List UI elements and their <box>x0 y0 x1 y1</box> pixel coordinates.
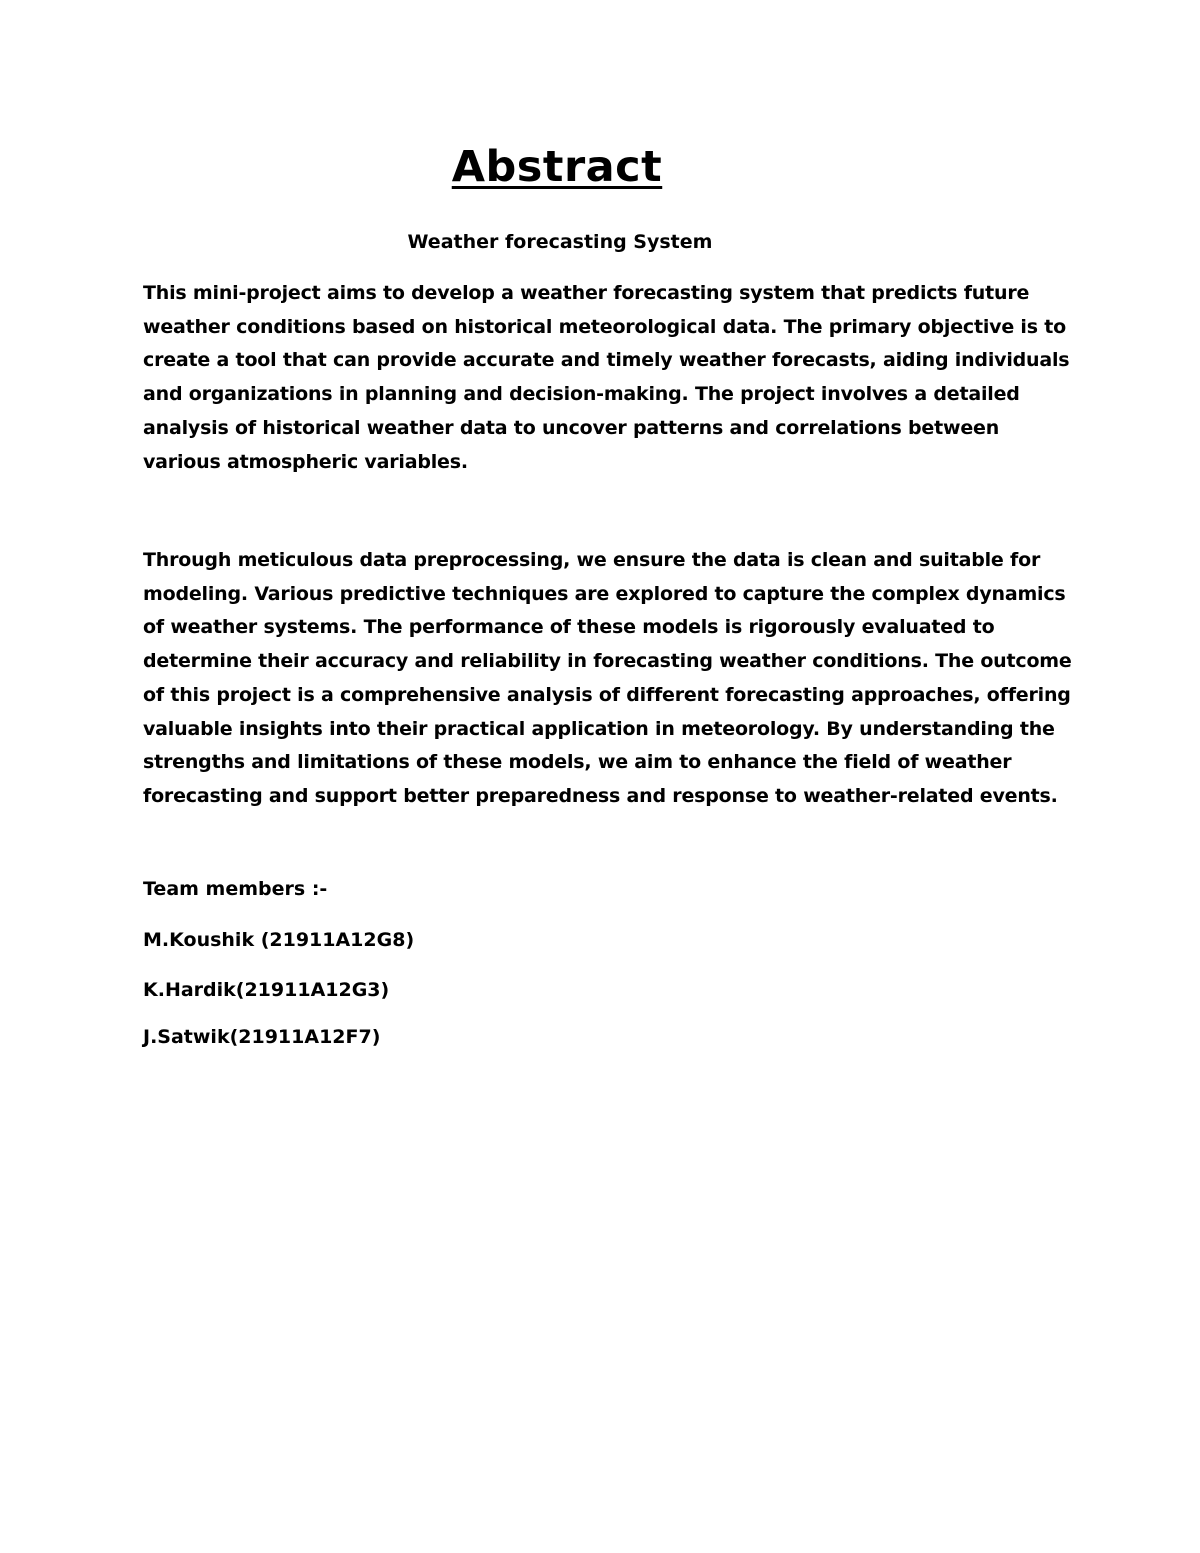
abstract-paragraph: This mini-project aims to develop a weather forecasting system that predicts future weather conditions based on historical meteorological data. The primary objective is to create a tool that can provide accurate and timely weather forecasts, aiding individuals and organizations in planning and decision-making. The project involves a detailed analysis of historical weather data to uncover patterns and correlations between various atmospheric variables. <box>143 282 1070 473</box>
team-member: M.Koushik (21911A12G8) <box>143 929 415 951</box>
abstract-paragraph: Through meticulous data preprocessing, we ensure the data is clean and suitable for modeling. Various predictive techniques are explored to capture the complex dynamics of weather systems. The performance of these models is rigorously evaluated to determine their accuracy and reliability in forecasting weather conditions. The outcome of this project is a comprehensive analysis of different forecasting approaches, offering valuable insights into their practical application in meteorology. By understanding the strengths and limitations of these models, we aim to enhance the field of weather forecasting and support better preparedness and response to weather-related events. <box>143 549 1072 807</box>
team-member: K.Hardik(21911A12G3) <box>143 979 390 1001</box>
project-subtitle: Weather forecasting System <box>407 231 713 253</box>
team-member: J.Satwik(21911A12F7) <box>143 1026 381 1048</box>
page-title: Abstract <box>451 142 663 192</box>
team-heading: Team members :- <box>143 878 328 900</box>
